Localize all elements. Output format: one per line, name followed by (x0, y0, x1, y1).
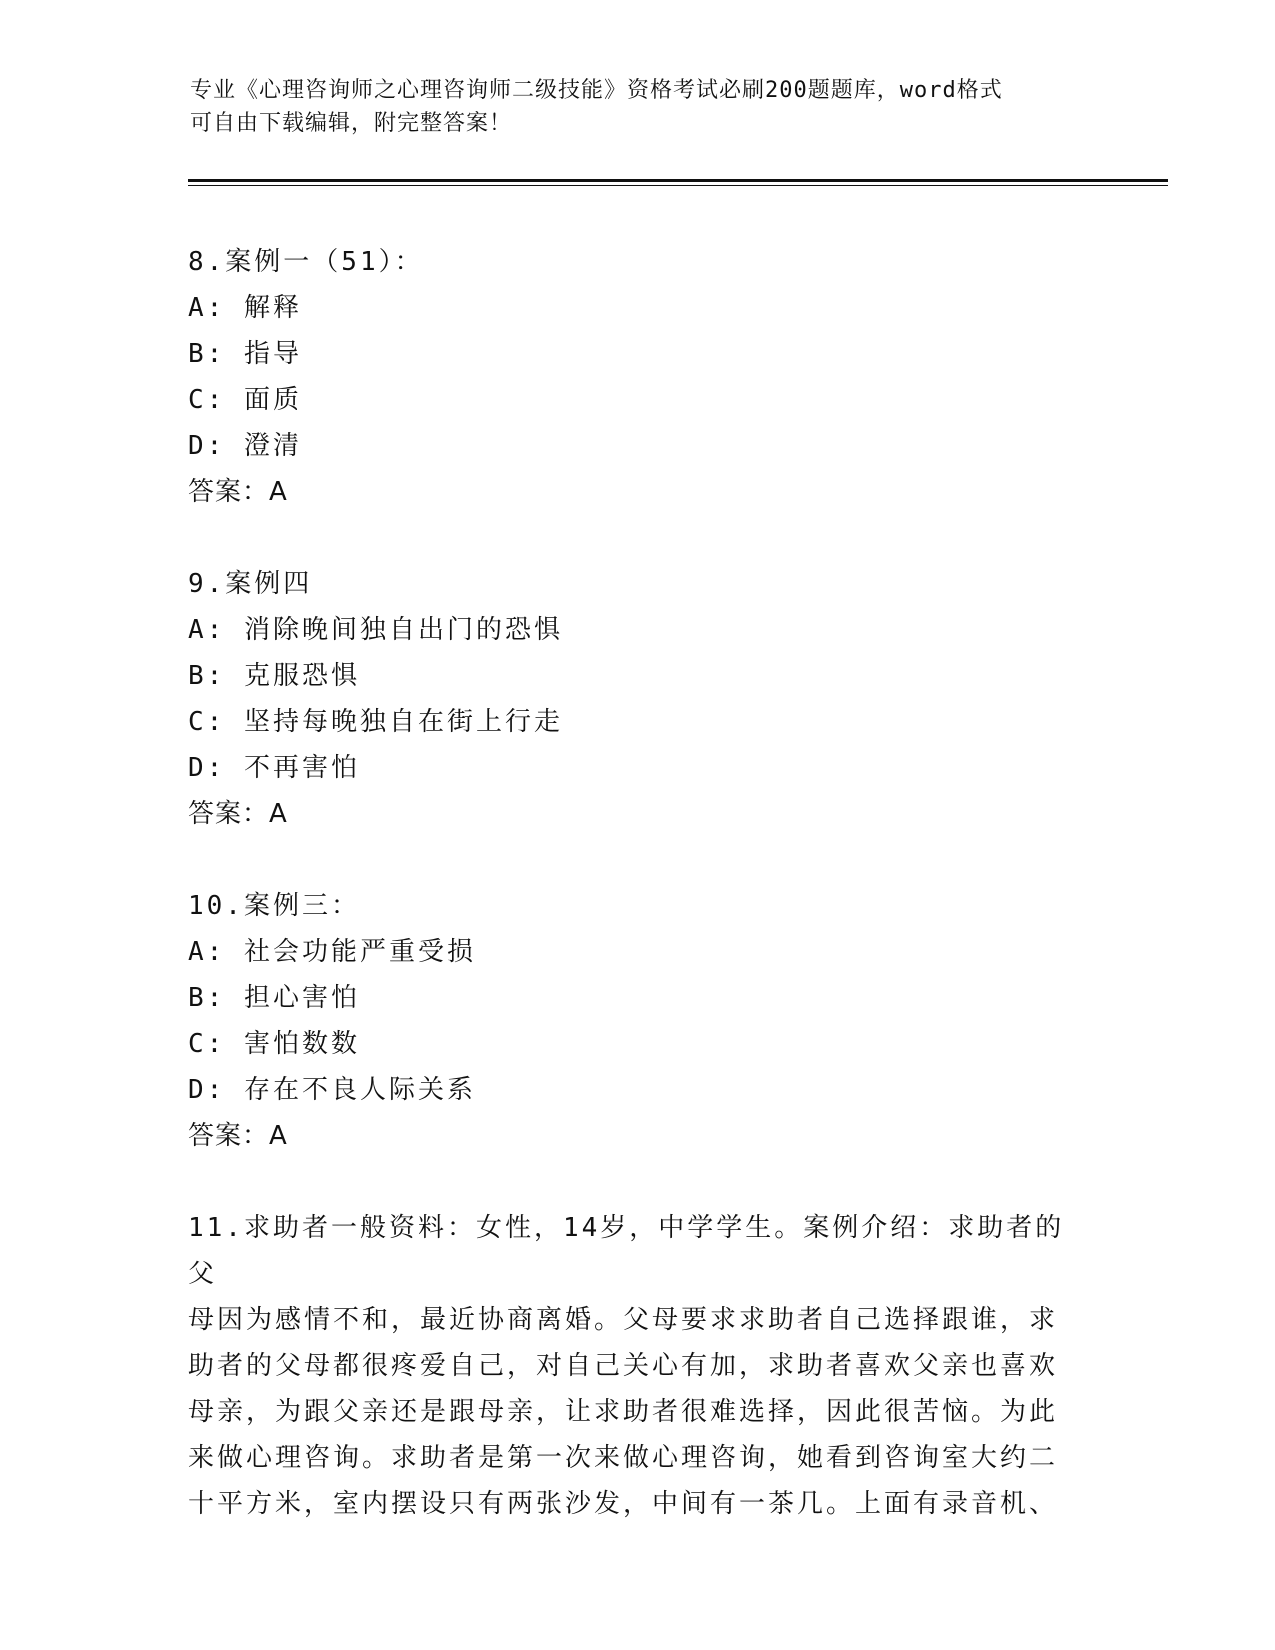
question-list (188, 239, 1088, 1573)
option-c: C: 面质 (188, 385, 302, 415)
question-11-line: 来做心理咨询。求助者是第一次来做心理咨询，她看到咨询室大约二 (188, 1443, 1059, 1473)
answer: 答案：A (188, 477, 288, 507)
question-11-line: 11.求助者一般资料：女性，14岁，中学学生。案例介绍：求助者的父 (188, 1213, 1065, 1289)
option-a: A: 解释 (188, 293, 302, 323)
option-c: C: 害怕数数 (188, 1029, 360, 1059)
header-line-2: 可自由下载编辑，附完整答案！ (190, 111, 513, 136)
question-11 (188, 1205, 1088, 1527)
question-11-line: 母因为感情不和，最近协商离婚。父母要求求助者自己选择跟谁，求 (188, 1305, 1059, 1335)
answer: 答案：A (188, 799, 288, 829)
option-d: D: 不再害怕 (188, 753, 360, 783)
question-9 (188, 561, 1088, 837)
question-title: 10.案例三： (188, 891, 360, 921)
question-10 (188, 883, 1088, 1159)
question-8 (188, 239, 1088, 515)
option-b: B: 担心害怕 (188, 983, 360, 1013)
option-b: B: 指导 (188, 339, 302, 369)
option-c: C: 坚持每晚独自在街上行走 (188, 707, 563, 737)
question-11-line: 母亲，为跟父亲还是跟母亲，让求助者很难选择，因此很苦恼。为此 (188, 1397, 1059, 1427)
header-line-1: 专业《心理咨询师之心理咨询师二级技能》资格考试必刷200题题库，word格式 (190, 78, 1003, 103)
header-divider-thick (188, 179, 1168, 182)
answer: 答案：A (188, 1121, 288, 1151)
option-d: D: 澄清 (188, 431, 302, 461)
question-11-line: 助者的父母都很疼爱自己，对自己关心有加，求助者喜欢父亲也喜欢 (188, 1351, 1059, 1381)
question-11-line: 十平方米，室内摆设只有两张沙发，中间有一茶几。上面有录音机、 (188, 1489, 1059, 1519)
option-b: B: 克服恐惧 (188, 661, 360, 691)
document-header (190, 74, 1090, 140)
header-divider-thin (188, 185, 1168, 186)
question-title: 8.案例一（51）： (188, 247, 424, 277)
option-d: D: 存在不良人际关系 (188, 1075, 476, 1105)
option-a: A: 消除晚间独自出门的恐惧 (188, 615, 563, 645)
option-a: A: 社会功能严重受损 (188, 937, 476, 967)
question-title: 9.案例四 (188, 569, 313, 599)
